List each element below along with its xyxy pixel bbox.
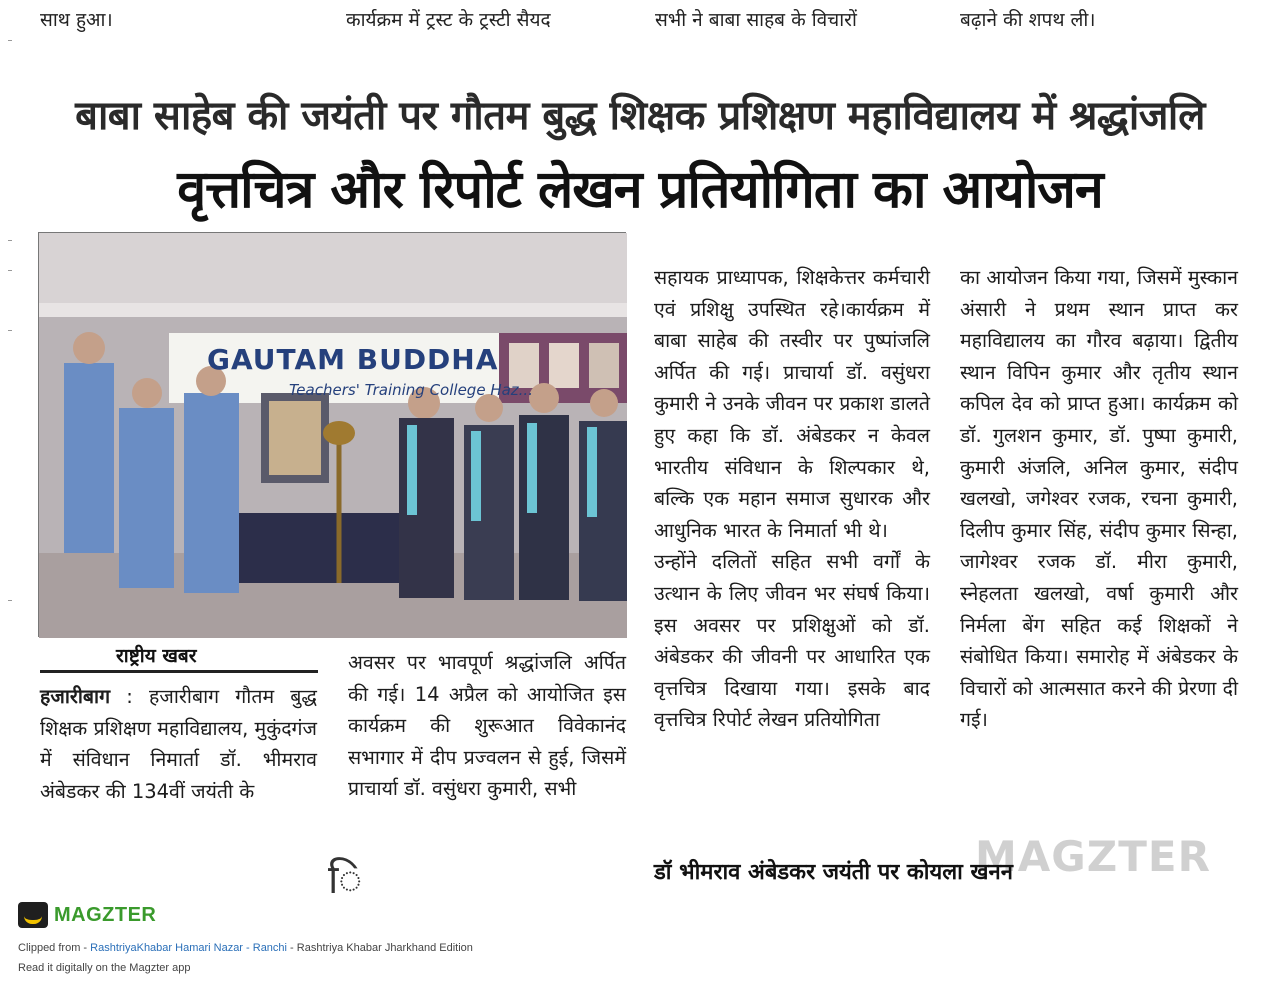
strip-text: कार्यक्रम में ट्रस्ट के ट्रस्टी सैयद [346,9,551,31]
event-photo [38,232,626,637]
article-subheadline: बाबा साहेब की जयंती पर गौतम बुद्ध शिक्षक प्रशिक्षण महाविद्यालय में श्रद्धांजलि [75,93,1205,139]
magzter-logo-text: MAGZTER [54,903,157,926]
margin-mark [8,240,12,241]
photo-banner-text: GAUTAM BUDDHA [207,343,499,376]
column-text: उन्होंने दलितों सहित सभी वर्गों के उत्थान के लिए जीवन भर संघर्ष किया। इस अवसर पर प्रशिक्षुओं को डॉ. अंबेडकर की जीवनी पर आधारित एक वृत्तचित्र दिखाया गया। इसके बाद वृत्तचित्र रिपोर्ट लेखन प्रतियोगिता [654,550,930,732]
strip-text: साथ हुआ। [40,9,113,31]
next-article-headline: डॉ भीमराव अंबेडकर जयंती पर कोयला खनन [654,860,1013,885]
margin-mark [8,270,12,271]
read-digitally-line: Read it digitally on the Magzter app [18,962,191,974]
source-link[interactable]: RashtriyaKhabar Hamari Nazar - Ranchi [90,942,287,954]
margin-mark [8,600,12,601]
clipped-prefix: Clipped from - [18,942,91,954]
magzter-logo[interactable] [18,902,156,928]
margin-mark [8,40,12,41]
event-photo-illustration [39,233,627,638]
photo-banner-subtext: Teachers' Training College Haz... [289,381,533,399]
clipped-from-line [18,942,473,954]
cut-off-text: ि [328,857,363,903]
article-column-2 [348,647,626,805]
article-headline: वृत्तचित्र और रिपोर्ट लेखन प्रतियोगिता का आयोजन [177,160,1103,220]
column-text: अवसर पर भावपूर्ण श्रद्धांजलि अर्पित की गई। 14 अप्रैल को आयोजित इस कार्यक्रम की शुरूआत विवेकानंद सभागार में दीप प्रज्वलन से हुई, जिसमें प्राचार्या डॉ. वसुंधरा कुमारी, सभी [348,651,626,801]
article-column-4 [960,262,1238,736]
article-column-3 [654,262,930,736]
column-text: सहायक प्राध्यापक, शिक्षकेत्तर कर्मचारी एवं प्रशिक्षु उपस्थित रहे।कार्यक्रम में बाबा साहेब की तस्वीर पर पुष्पांजलि अर्पित की गई। प्राचार्या डॉ. वसुंधरा कुमारी ने उनके जीवन पर प्रकाश डालते हुए कहा कि डॉ. अंबेडकर न केवल भारतीय संविधान के शिल्पकार थे, बल्कि एक महान समाज सुधारक और आधुनिक भारत के निमार्ता भी थे। [654,266,930,542]
magzter-logo-icon [18,902,48,928]
margin-mark [8,330,12,331]
column-text: : हजारीबाग गौतम बुद्ध शिक्षक प्रशिक्षण महाविद्यालय, मुकुंदगंज में संविधान निमार्ता डॉ. भीमराव अंबेडकर की 134वीं जयंती के [40,685,318,803]
previous-article-strip [0,6,1280,40]
article-column-1 [40,681,317,807]
strip-text: सभी ने बाबा साहब के विचारों [655,9,857,31]
clipped-suffix: - Rashtriya Khabar Jharkhand Edition [287,942,473,954]
dateline: हजारीबाग [40,685,111,708]
magzter-watermark: MAGZTER [975,832,1211,881]
photo-credit: राष्ट्रीय खबर [40,642,318,673]
column-text: का आयोजन किया गया, जिसमें मुस्कान अंसारी ने प्रथम स्थान प्राप्त कर महाविद्यालय का गौरव बढ़ाया। द्वितीय स्थान विपिन कुमार और तृतीय स्थान कपिल देव को प्राप्त हुआ। कार्यक्रम को डॉ. गुलशन कुमार, डॉ. पुष्पा कुमारी, कुमारी अंजलि, अनिल कुमार, संदीप खलखो, जगेश्वर रजक, रचना कुमारी, दिलीप कुमार सिंह, संदीप कुमार सिन्हा, जागेश्वर रजक डॉ. मीरा कुमारी, स्नेहलता खलखो, वर्षा कुमारी और निर्मला बेंग सहित कई शिक्षकों ने संबोधित किया। समारोह में अंबेडकर के विचारों को आत्मसात करने की प्रेरणा दी गई। [960,266,1238,732]
strip-text: बढ़ाने की शपथ ली। [960,9,1096,31]
